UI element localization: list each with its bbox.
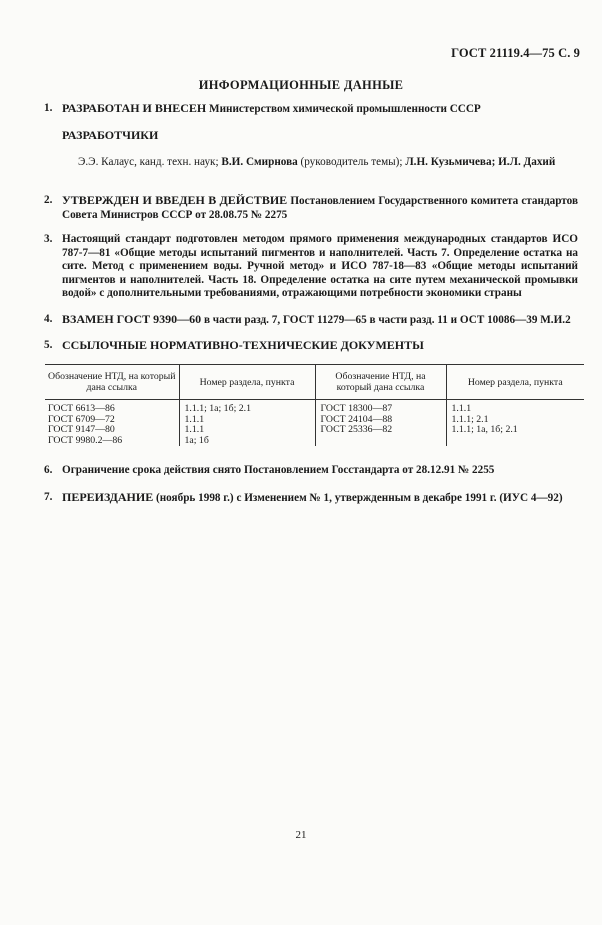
col-header-doc-right: Обозначение НТД, на который дана ссылка bbox=[315, 365, 446, 400]
item-text: Постановлением Государственного комитета стандартов Совета Министров СССР от 28.08.75 № 2275 bbox=[62, 195, 578, 221]
table-cell: ГОСТ 6613—86 bbox=[48, 403, 115, 414]
item-2 bbox=[44, 194, 578, 222]
left-sections-cell bbox=[179, 400, 315, 447]
table-cell: ГОСТ 24104—88 bbox=[320, 413, 393, 425]
item-heading: ССЫЛОЧНЫЕ НОРМАТИВНО-ТЕХНИЧЕСКИЕ ДОКУМЕНТЫ bbox=[62, 338, 424, 352]
item-heading: ПЕРЕИЗДАНИЕ bbox=[62, 490, 154, 504]
item-text: в части разд. 7, ГОСТ 11279—65 в части разд. 11 и ОСТ 10086—39 М.И.2 bbox=[203, 314, 571, 326]
item-heading: ВЗАМЕН ГОСТ 9390—60 bbox=[62, 312, 202, 326]
item-number: 7. bbox=[44, 491, 53, 503]
developer-2: В.И. Смирнова bbox=[221, 156, 298, 168]
item-number: 2. bbox=[44, 194, 53, 206]
developer-4: И.Л. Дахий bbox=[498, 156, 556, 168]
document-reference: ГОСТ 21119.4—75 С. 9 bbox=[451, 46, 580, 60]
table-cell: 1а; 1б bbox=[184, 434, 209, 446]
item-6 bbox=[44, 464, 578, 478]
item-heading: УТВЕРЖДЕН И ВВЕДЕН В ДЕЙСТВИЕ bbox=[62, 193, 288, 207]
left-docs-cell bbox=[45, 400, 179, 447]
item-number: 6. bbox=[44, 464, 53, 476]
item-number: 3. bbox=[44, 233, 53, 245]
page-number: 21 bbox=[295, 829, 307, 841]
table-cell: 1.1.1; 1а; 1б; 2.1 bbox=[184, 403, 251, 414]
item-3 bbox=[44, 233, 578, 301]
table-cell: ГОСТ 18300—87 bbox=[320, 403, 393, 414]
item-4 bbox=[44, 313, 578, 328]
table-cell: 1.1.1; 2.1 bbox=[451, 413, 489, 425]
table-header-row bbox=[45, 365, 584, 400]
table-cell: ГОСТ 9147—80 bbox=[48, 424, 115, 435]
item-number: 4. bbox=[44, 313, 53, 325]
right-docs-cell bbox=[315, 400, 446, 447]
item-text: (ноябрь 1998 г.) с Изменением № 1, утвержденным в декабре 1991 г. (ИУС 4—92) bbox=[156, 492, 563, 504]
right-sections-cell bbox=[446, 400, 584, 447]
references-table bbox=[45, 364, 584, 446]
table-cell: ГОСТ 25336—82 bbox=[320, 424, 393, 435]
item-text: Министерством химической промышленности СССР bbox=[209, 103, 481, 115]
table-cell: 1.1.1 bbox=[451, 403, 472, 414]
col-header-doc-left: Обозначение НТД, на который дана ссылка bbox=[45, 365, 179, 400]
item-number: 1. bbox=[44, 102, 53, 114]
item-text: Ограничение срока действия снято Постановлением Госстандарта от 28.12.91 № 2255 bbox=[62, 464, 495, 476]
developer-3: Л.Н. Кузьмичева; bbox=[405, 156, 496, 168]
developer-2-note: (руководитель темы); bbox=[300, 156, 403, 168]
item-text: Настоящий стандарт подготовлен методом прямого применения международных стандартов ИСО 787-7—81 «Общие методы испытаний пигментов и наполнителей. Часть 7. Определение остатка на сите. Метод с применением воды. Ручной метод» и ИСО 787-18—83 «Общие методы испытаний пигментов и наполнителей. Часть 18. Определение остатка на сите путем механической промывки водой» с дополнительными требованиями, отражающими потребности экономики страны bbox=[62, 233, 578, 299]
table-cell: ГОСТ 9980.2—86 bbox=[48, 434, 123, 446]
page-title: ИНФОРМАЦИОННЫЕ ДАННЫЕ bbox=[198, 78, 404, 92]
item-heading: РАЗРАБОТАН И ВНЕСЕН bbox=[62, 101, 207, 115]
table-row bbox=[45, 400, 584, 447]
developers-list bbox=[78, 156, 578, 170]
item-number: 5. bbox=[44, 339, 53, 351]
table-cell: 1.1.1 bbox=[184, 413, 205, 425]
item-5 bbox=[44, 339, 578, 354]
col-header-section-right: Номер раздела, пункта bbox=[446, 365, 584, 400]
table-cell: ГОСТ 6709—72 bbox=[48, 413, 115, 425]
developer-1: Э.Э. Калаус, канд. техн. наук; bbox=[78, 156, 219, 168]
item-1 bbox=[44, 102, 578, 117]
developers-title: РАЗРАБОТЧИКИ bbox=[62, 128, 159, 142]
item-7 bbox=[44, 491, 578, 506]
table-cell: 1.1.1 bbox=[184, 424, 205, 435]
col-header-section-left: Номер раздела, пункта bbox=[179, 365, 315, 400]
table-cell: 1.1.1; 1а, 1б; 2.1 bbox=[451, 424, 518, 435]
